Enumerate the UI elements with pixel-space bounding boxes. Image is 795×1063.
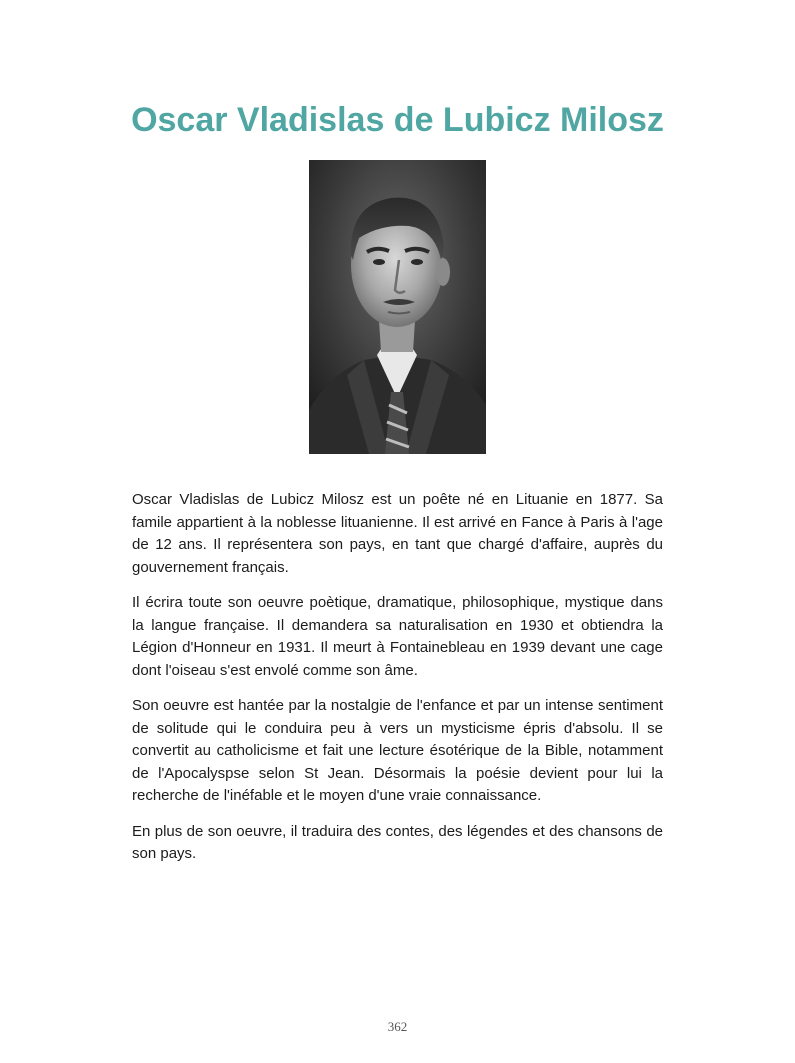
paragraph: Son oeuvre est hantée par la nostalgie de l'enfance et par un intense sentiment de solitude qui le conduira peu à vers un mysticisme épris d'absolu. Il se convertit au catholicisme et fait une lecture ésotérique de la Bible, notamment de l'Apocalyspse selon St Jean. Désormais la poésie devient pour lui la recherche de l'inéfable et le moyen d'une vraie connaissance. [132,697,663,804]
paragraph: En plus de son oeuvre, il traduira des contes, des légendes et des chansons de son pays. [132,822,663,862]
page-title: Oscar Vladislas de Lubicz Milosz [131,101,664,139]
paragraph: Oscar Vladislas de Lubicz Milosz est un poête né en Lituanie en 1877. Sa famile appartient à la noblesse lituanienne. Il est arrivé en Fance à Paris à l'age de 12 ans. Il représentera son pays, en tant que chargé d'affaire, auprès du gouvernement français. [132,491,663,576]
biography-text [132,489,663,879]
portrait-photo-icon [309,160,486,454]
paragraph: Il écrira toute son oeuvre poètique, dramatique, philosophique, mystique dans la langue française. Il demandera sa naturalisation en 1930 et obtiendra la Légion d'Honneur en 1931. Il meurt à Fontainebleau en 1939 devant une cage dont l'oiseau s'est envolé comme son âme. [132,594,663,679]
portrait-photo [309,160,486,454]
page-number: 362 [387,1019,408,1034]
